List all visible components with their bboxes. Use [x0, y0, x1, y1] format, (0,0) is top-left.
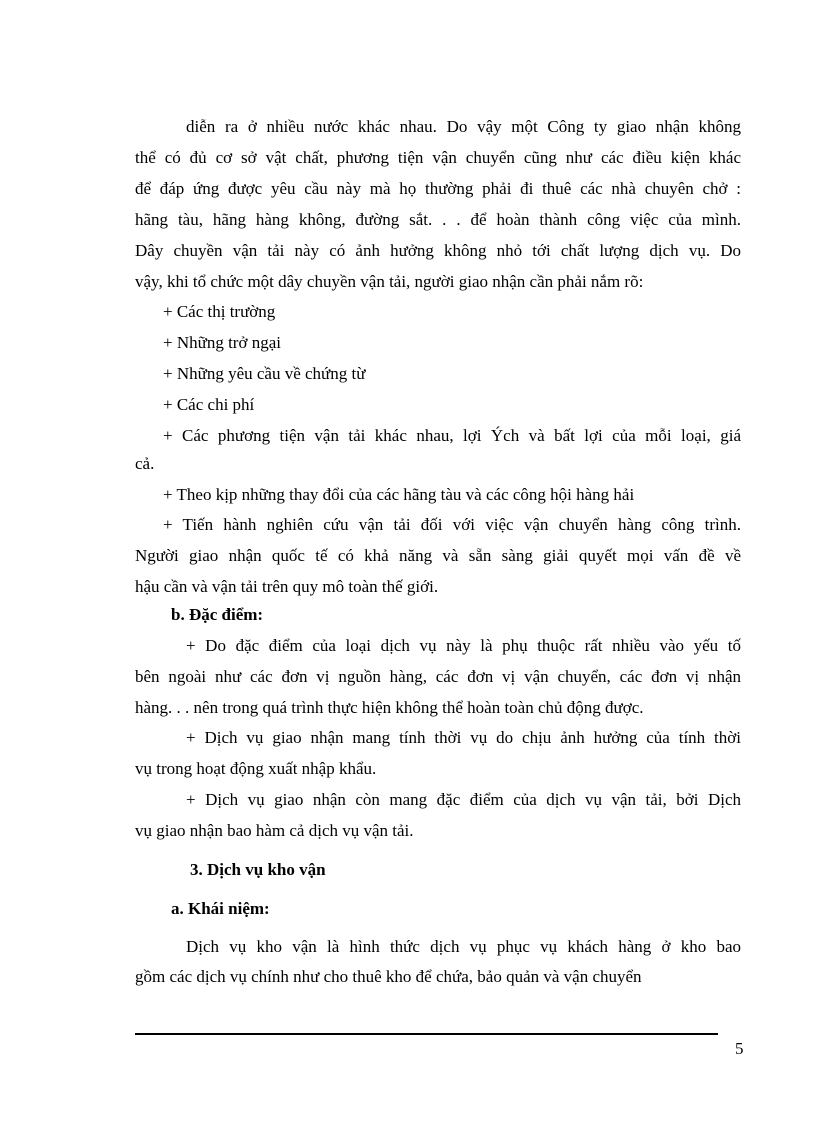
page-number: 5	[735, 1039, 744, 1058]
text-line: cả.	[135, 454, 155, 473]
text-line: gồm các dịch vụ chính như cho thuê kho để chứa, bảo quản và vận chuyển	[135, 967, 642, 986]
bullet-item: + Các phương tiện vận tải khác nhau, lợi Ých và bất lợi của mỗi loại, giá	[163, 426, 741, 445]
section-heading: b. Đặc điểm:	[171, 605, 264, 624]
bullet-item: + Những trở ngại	[163, 333, 281, 352]
text-line: bên ngoài như các đơn vị nguồn hàng, các đơn vị vận chuyển, các đơn vị nhận	[135, 667, 741, 686]
bullet-item: + Những yêu cầu về chứng từ	[163, 364, 366, 383]
section-heading: a. Khái niệm:	[171, 899, 270, 918]
bullet-item: + Các thị trường	[163, 302, 276, 321]
bullet-item: + Theo kịp những thay đổi của các hãng tàu và các công hội hàng hải	[163, 485, 635, 504]
text-line: để đáp ứng được yêu cầu này mà họ thường phải đi thuê các nhà chuyên chở :	[135, 179, 741, 198]
text-line: diễn ra ở nhiều nước khác nhau. Do vậy một Công ty giao nhận không	[186, 117, 741, 136]
text-line: hàng. . . nên trong quá trình thực hiện không thể hoàn toàn chủ động được.	[135, 698, 644, 717]
text-line: hậu cần và vận tải trên quy mô toàn thế giới.	[135, 577, 439, 596]
text-line: thể có đủ cơ sở vật chất, phương tiện vận chuyển cũng như các điều kiện khác	[135, 148, 741, 167]
section-heading: 3. Dịch vụ kho vận	[190, 860, 326, 879]
text-line: vụ trong hoạt động xuất nhập khẩu.	[135, 759, 377, 778]
bullet-item: + Các chi phí	[163, 395, 255, 414]
text-line: hãng tàu, hãng hàng không, đường sắt. . . để hoàn thành công việc của mình.	[135, 210, 741, 229]
bullet-item: + Dịch vụ giao nhận còn mang đặc điểm của dịch vụ vận tải, bởi Dịch	[186, 790, 741, 809]
bullet-item: + Tiến hành nghiên cứu vận tải đối với việc vận chuyển hàng công trình.	[163, 515, 741, 534]
text-line: Dây chuyền vận tải này có ảnh hưởng không nhỏ tới chất lượng dịch vụ. Do	[135, 241, 741, 260]
text-line: vụ giao nhận bao hàm cả dịch vụ vận tải.	[135, 821, 414, 840]
footer-rule	[135, 1033, 718, 1035]
text-line: vậy, khi tổ chức một dây chuyền vận tải, người giao nhận cần phải nắm rõ:	[135, 272, 644, 291]
text-line: Người giao nhận quốc tế có khả năng và sẵn sàng giải quyết mọi vấn đề về	[135, 546, 741, 565]
bullet-item: + Dịch vụ giao nhận mang tính thời vụ do chịu ảnh hưởng của tính thời	[186, 728, 741, 747]
text-line: Dịch vụ kho vận là hình thức dịch vụ phục vụ khách hàng ở kho bao	[186, 937, 741, 956]
bullet-item: + Do đặc điểm của loại dịch vụ này là phụ thuộc rất nhiều vào yếu tố	[186, 636, 741, 655]
